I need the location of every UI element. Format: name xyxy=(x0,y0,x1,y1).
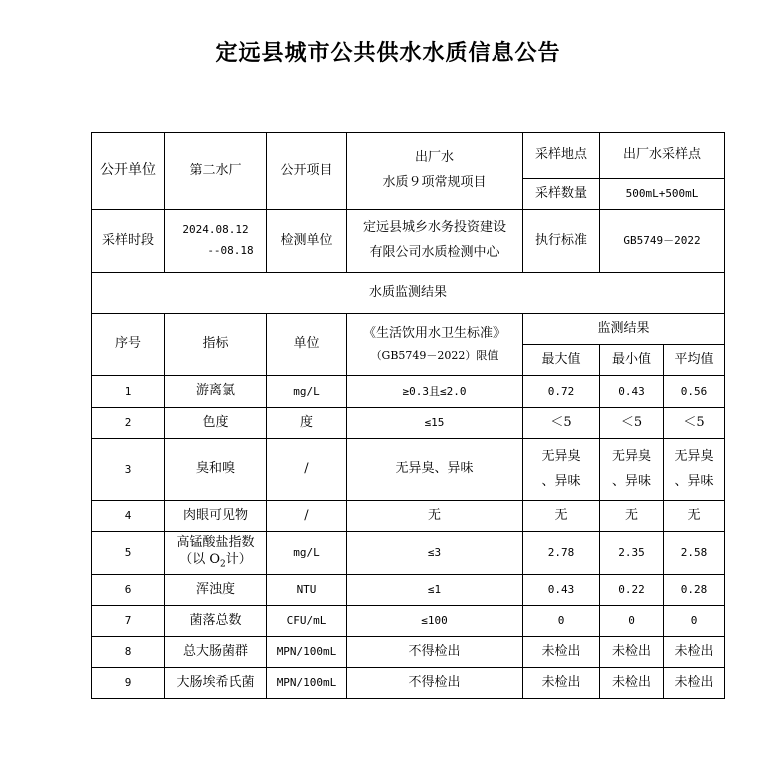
header-indicator: 指标 xyxy=(165,314,267,376)
row-seq: 2 xyxy=(92,408,165,439)
row-min: ＜5 xyxy=(600,408,664,439)
header-seq: 序号 xyxy=(92,314,165,376)
row-max: 未检出 xyxy=(523,637,600,668)
row-max-line1: 无异臭 xyxy=(541,448,581,464)
label-sampling-period: 采样时段 xyxy=(92,210,165,273)
header-max: 最大值 xyxy=(523,345,600,376)
row-max: 2.78 xyxy=(523,532,600,575)
label-sample-quantity: 采样数量 xyxy=(523,179,600,210)
row-limit: ≤100 xyxy=(347,606,523,637)
row-unit: NTU xyxy=(267,575,347,606)
table-row xyxy=(92,439,725,501)
row-avg: 无 xyxy=(664,501,725,532)
label-sampling-location: 采样地点 xyxy=(523,133,600,179)
value-sampling-location: 出厂水采样点 xyxy=(600,133,725,179)
row-min xyxy=(600,439,664,501)
value-publisher: 第二水厂 xyxy=(165,133,267,210)
table-row xyxy=(92,575,725,606)
row-avg-line2: 、异味 xyxy=(674,473,714,489)
row-unit: mg/L xyxy=(267,532,347,575)
row-min: 0.43 xyxy=(600,376,664,408)
row-limit: 无异臭、异味 xyxy=(347,439,523,501)
row-unit: CFU/mL xyxy=(267,606,347,637)
row-avg: 0.56 xyxy=(664,376,725,408)
label-testing-unit: 检测单位 xyxy=(267,210,347,273)
value-standard: GB5749－2022 xyxy=(600,210,725,273)
row-indicator: 游离氯 xyxy=(165,376,267,408)
table-row xyxy=(92,606,725,637)
sampling-period-end: --08.18 xyxy=(207,244,254,257)
table-row xyxy=(92,376,725,408)
header-standard xyxy=(347,314,523,376)
row-min-line2: 、异味 xyxy=(611,473,651,489)
row-limit: ≤15 xyxy=(347,408,523,439)
row-indicator: 浑浊度 xyxy=(165,575,267,606)
header-monitor: 监测结果 xyxy=(523,314,725,345)
row-min-line1: 无异臭 xyxy=(611,448,651,464)
row-max-line2: 、异味 xyxy=(541,473,581,489)
row-seq: 3 xyxy=(92,439,165,501)
row-avg: 未检出 xyxy=(664,668,725,699)
row-avg: 0.28 xyxy=(664,575,725,606)
row-max: ＜5 xyxy=(523,408,600,439)
row-limit: ≤1 xyxy=(347,575,523,606)
row-indicator-line1: 高锰酸盐指数 xyxy=(176,535,255,551)
row-limit: 无 xyxy=(347,501,523,532)
testing-unit-line1: 定远县城乡水务投资建设 xyxy=(362,220,506,236)
row-indicator: 臭和嗅 xyxy=(165,439,267,501)
row-seq: 5 xyxy=(92,532,165,575)
row-indicator: 肉眼可见物 xyxy=(165,501,267,532)
testing-unit-line2: 有限公司水质检测中心 xyxy=(369,245,500,260)
table-row xyxy=(92,501,725,532)
row-unit: 度 xyxy=(267,408,347,439)
page-title: 定远县城市公共供水水质信息公告 xyxy=(215,40,561,66)
row-seq: 7 xyxy=(92,606,165,637)
row-min: 未检出 xyxy=(600,637,664,668)
row-indicator-line2-a: （以 O xyxy=(179,551,221,567)
sampling-period-start: 2024.08.12 xyxy=(182,223,249,237)
header-avg: 平均值 xyxy=(664,345,725,376)
section-title: 水质监测结果 xyxy=(92,273,725,314)
row-limit: 不得检出 xyxy=(347,637,523,668)
label-public-item: 公开项目 xyxy=(267,133,347,210)
row-min: 无 xyxy=(600,501,664,532)
table-row xyxy=(92,408,725,439)
row-max: 无 xyxy=(523,501,600,532)
water-quality-table xyxy=(91,132,725,699)
row-avg-line1: 无异臭 xyxy=(674,448,714,464)
row-min: 0 xyxy=(600,606,664,637)
row-unit: MPN/100mL xyxy=(267,668,347,699)
row-limit: 不得检出 xyxy=(347,668,523,699)
row-indicator: 总大肠菌群 xyxy=(165,637,267,668)
public-item-line1: 出厂水 xyxy=(414,150,454,166)
row-seq: 4 xyxy=(92,501,165,532)
row-indicator xyxy=(165,532,267,575)
row-unit: mg/L xyxy=(267,376,347,408)
row-indicator-line2 xyxy=(165,552,266,571)
row-seq: 1 xyxy=(92,376,165,408)
value-sample-quantity: 500mL+500mL xyxy=(600,179,725,210)
row-limit: ≥0.3且≤2.0 xyxy=(347,376,523,408)
header-unit: 单位 xyxy=(267,314,347,376)
header-min: 最小值 xyxy=(600,345,664,376)
label-standard: 执行标准 xyxy=(523,210,600,273)
row-min: 0.22 xyxy=(600,575,664,606)
header-standard-line1: 《生活饮用水卫生标准》 xyxy=(362,325,506,341)
row-indicator: 色度 xyxy=(165,408,267,439)
value-sampling-period xyxy=(165,210,267,273)
row-avg xyxy=(664,439,725,501)
row-avg: 0 xyxy=(664,606,725,637)
row-unit: MPN/100mL xyxy=(267,637,347,668)
table-row xyxy=(92,637,725,668)
header-standard-line2: （GB5749－2022）限值 xyxy=(370,349,499,363)
table-row xyxy=(92,668,725,699)
value-testing-unit xyxy=(347,210,523,273)
label-publisher: 公开单位 xyxy=(92,133,165,210)
row-avg: ＜5 xyxy=(664,408,725,439)
value-public-item xyxy=(347,133,523,210)
row-avg: 2.58 xyxy=(664,532,725,575)
row-seq: 9 xyxy=(92,668,165,699)
row-limit: ≤3 xyxy=(347,532,523,575)
public-item-line2: 水质９项常规项目 xyxy=(382,175,487,190)
row-max: 0.72 xyxy=(523,376,600,408)
row-max xyxy=(523,439,600,501)
row-indicator: 大肠埃希氏菌 xyxy=(165,668,267,699)
row-indicator-sub: 2 xyxy=(220,559,226,570)
row-min: 2.35 xyxy=(600,532,664,575)
row-seq: 8 xyxy=(92,637,165,668)
table-row xyxy=(92,532,725,575)
row-avg: 未检出 xyxy=(664,637,725,668)
row-seq: 6 xyxy=(92,575,165,606)
row-max: 0.43 xyxy=(523,575,600,606)
row-indicator-line2-b: 计） xyxy=(225,551,252,567)
row-indicator: 菌落总数 xyxy=(165,606,267,637)
row-unit: / xyxy=(267,501,347,532)
row-max: 未检出 xyxy=(523,668,600,699)
row-unit: / xyxy=(267,439,347,501)
row-max: 0 xyxy=(523,606,600,637)
row-min: 未检出 xyxy=(600,668,664,699)
